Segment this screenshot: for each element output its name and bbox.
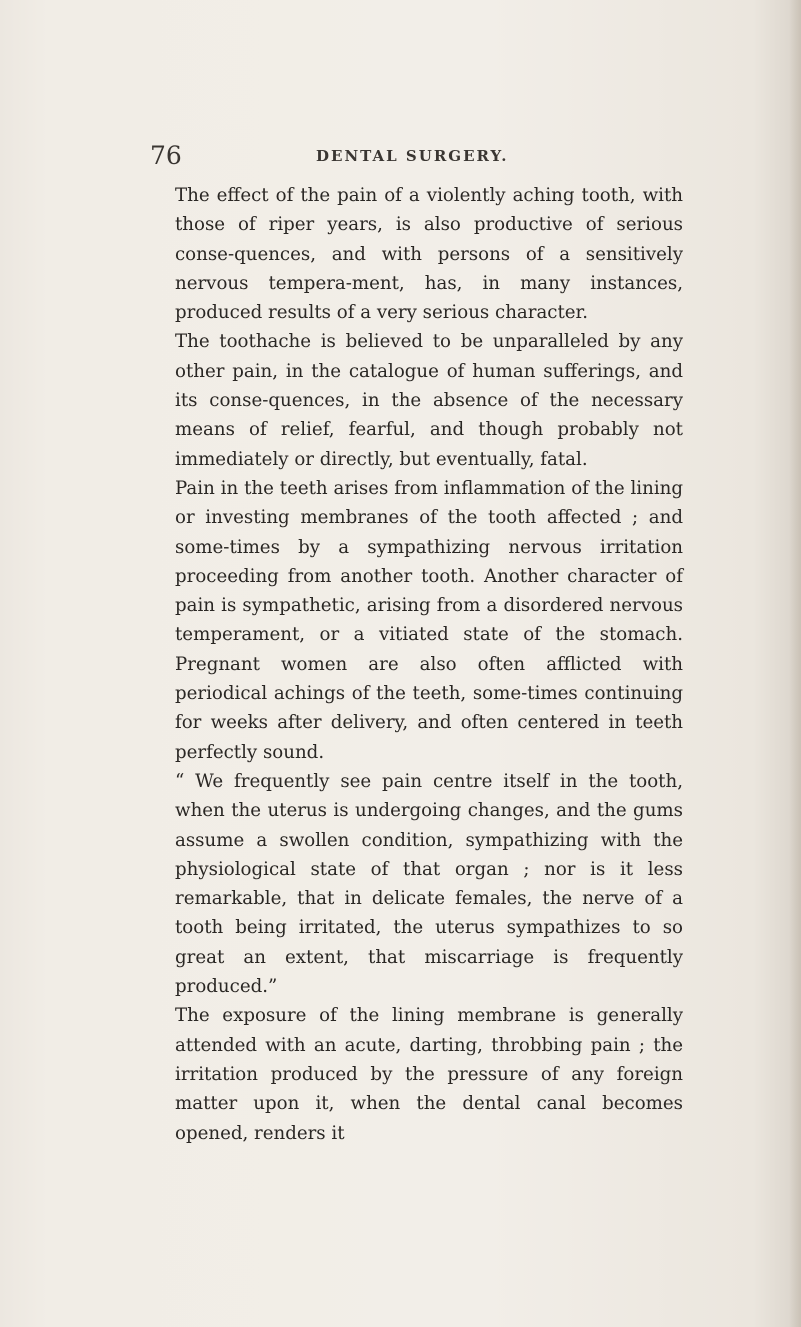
page-edge-shadow [789,0,801,1327]
running-head [150,141,680,171]
paragraph-2: The toothache is believed to be unparalleled by any other pain, in the catalogue of human sufferings, and its conse-quences, in the absence of the necessary means of relief, fearful, and though probably not immediately or directly, but eventually, fatal. [175,331,683,470]
paragraph-3: Pain in the teeth arises from inflammation of the lining or investing membranes of the tooth affected ; and some-times by a sympathizing nervous irritation proceeding from another tooth. Another character of pain is sympathetic, arising from a disordered nervous temperament, or a vitiated state of the stomach. Pregnant women are also often afflicted with periodical achings of the teeth, some-times continuing for weeks after delivery, and often centered in teeth perfectly sound. [175,477,683,763]
body-text [175,181,683,1148]
paragraph-1: The effect of the pain of a violently aching tooth, with those of riper years, is also productive of serious conse-quences, and with persons of a sensitively nervous tempera-ment, has, in many instances, produced results of a very serious character. [175,185,683,324]
running-title: DENTAL SURGERY. [316,147,509,165]
page-number: 76 [150,141,182,170]
paragraph-4-quotation: “ We frequently see pain centre itself in the tooth, when the uterus is undergoing changes, and the gums assume a swollen condition, sympathizing with the physiological state of that organ ; nor is it less remarkable, that in delicate females, the nerve of a tooth being irritated, the uterus sympathizes to so great an extent, that miscarriage is frequently produced.” [175,770,683,998]
paragraph-5: The exposure of the lining membrane is generally attended with an acute, darting, throbbing pain ; the irritation produced by the pressure of any foreign matter upon it, when the dental canal becomes opened, renders it [175,1005,683,1144]
